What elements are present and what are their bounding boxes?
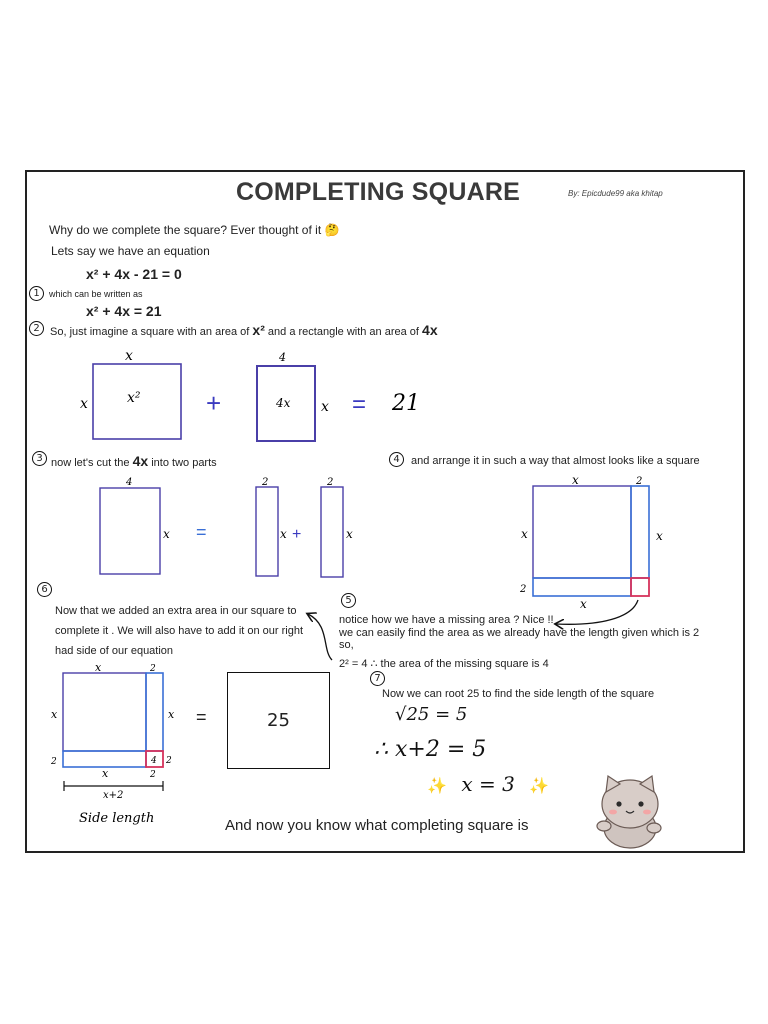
strip-plus: + [292, 526, 302, 543]
step-2-4x: 4x [422, 322, 438, 338]
arranged-right-strip [631, 486, 649, 578]
arranged-left-2: 2 [520, 584, 527, 595]
sparkle-right-icon: ✨ [529, 778, 550, 795]
completed-top-2: 2 [150, 664, 156, 674]
step-6-marker: 6 [37, 582, 52, 597]
step-3-marker: 3 [32, 451, 47, 466]
missing-square [631, 578, 649, 596]
step-1-marker: 1 [29, 286, 44, 301]
split-equals: = [196, 522, 207, 542]
intro-lead: Lets say we have an equation [51, 244, 210, 258]
thinking-emoji-icon: 🤔 [324, 223, 340, 237]
completed-bottom-x: x [102, 767, 109, 780]
page-title: COMPLETING SQUARE [236, 178, 520, 206]
side-length-label: Side length [79, 811, 155, 826]
step-4-marker: 4 [389, 452, 404, 467]
arranged-x-square [533, 486, 631, 578]
step-3-post: into two parts [151, 457, 217, 469]
twentyone-label: 21 [392, 391, 420, 416]
four-x-rect-split [100, 488, 160, 574]
four-x-side-label: x [321, 399, 329, 415]
sqrt-equation: √25 = 5 [395, 704, 468, 725]
step-5-line-2: we can easily find the area as we already have the length given which is 2 [339, 627, 700, 639]
completed-x-square [63, 673, 146, 751]
step-2-pre: So, just imagine a square with an area of [50, 326, 250, 338]
equation-2: x² + 4x = 21 [86, 303, 162, 319]
x2-inner-label: x² [127, 390, 141, 406]
arranged-bottom-x: x [580, 597, 587, 611]
area-25-square: 25 [227, 672, 330, 769]
equation-1: x² + 4x - 21 = 0 [86, 266, 182, 282]
arranged-bottom-strip [533, 578, 631, 596]
arranged-right-x: x [656, 529, 663, 543]
missing-area-arrow [556, 600, 638, 624]
x-plus-2-label: x+2 [103, 790, 124, 801]
split-side-label: x [163, 527, 170, 541]
completed-left-2: 2 [51, 757, 57, 767]
strip-two-top-label: 2 [327, 477, 334, 488]
strip-two [321, 487, 343, 577]
step-6-line-3: had side of our equation [55, 645, 174, 657]
corner-four-label: 4 [151, 756, 157, 766]
sparkle-left-icon: ✨ [427, 778, 447, 795]
completed-right-strip [146, 673, 163, 751]
completed-right-2: 2 [166, 756, 172, 766]
step-5-line-4: 2² = 4 ∴ the area of the missing square is 4 [339, 658, 549, 670]
step-5-marker: 5 [341, 593, 356, 608]
step-2-marker: 2 [29, 321, 44, 336]
final-equation: x = 3 [461, 772, 515, 796]
step-5-line-3: so, [339, 639, 354, 651]
step-2-mid: and a rectangle with an area of [267, 326, 419, 338]
step-7-text: Now we can root 25 to find the side length of the square [382, 688, 655, 700]
closing-line: And now you know what completing square is [225, 817, 529, 834]
completed-bottom-strip [63, 751, 146, 767]
strip-one-side-label: x [280, 527, 287, 541]
strip-one [256, 487, 278, 576]
step-3-pre: now let's cut the [51, 457, 130, 469]
arranged-top-x: x [572, 473, 579, 487]
x2-top-label: x [125, 348, 133, 364]
plus-sign: + [206, 388, 222, 418]
step-3-4x: 4x [132, 453, 149, 469]
x2-left-label: x [80, 396, 88, 412]
step-7-marker: 7 [370, 671, 385, 686]
four-x-inner-label: 4x [276, 396, 291, 410]
completed-left-x: x [51, 708, 58, 721]
step-4-text: and arrange it in such a way that almost looks like a square [411, 455, 700, 467]
intro-question-text: Why do we complete the square? Ever thought of it [49, 223, 322, 237]
completed-right-x: x [168, 708, 175, 721]
therefore-equation: ∴ x+2 = 5 [374, 737, 487, 762]
author-byline: By: Epicdude99 aka khitap [568, 189, 663, 198]
completed-top-x: x [95, 661, 102, 674]
step-5-line-1: notice how we have a missing area ? Nice !! [339, 614, 554, 626]
step-5-to-6-arrow [308, 614, 332, 660]
step-6-line-2: complete it . We will also have to add it on our right [55, 625, 304, 637]
written-as-label: which can be written as [49, 289, 143, 299]
strip-two-side-label: x [346, 527, 353, 541]
four-x-top-label: 4 [279, 351, 286, 364]
completed-bottom-2: 2 [150, 770, 156, 780]
step-6-line-1: Now that we added an extra area in our square to [55, 605, 297, 617]
strip-one-top-label: 2 [262, 477, 269, 488]
cat-sticker-icon [590, 770, 670, 850]
split-top-label: 4 [126, 477, 133, 488]
arranged-top-2: 2 [636, 476, 643, 487]
step-2-x2: x² [252, 322, 265, 338]
completed-equals: = [196, 707, 207, 727]
equals-sign: = [352, 391, 367, 418]
arranged-left-x: x [521, 527, 528, 541]
